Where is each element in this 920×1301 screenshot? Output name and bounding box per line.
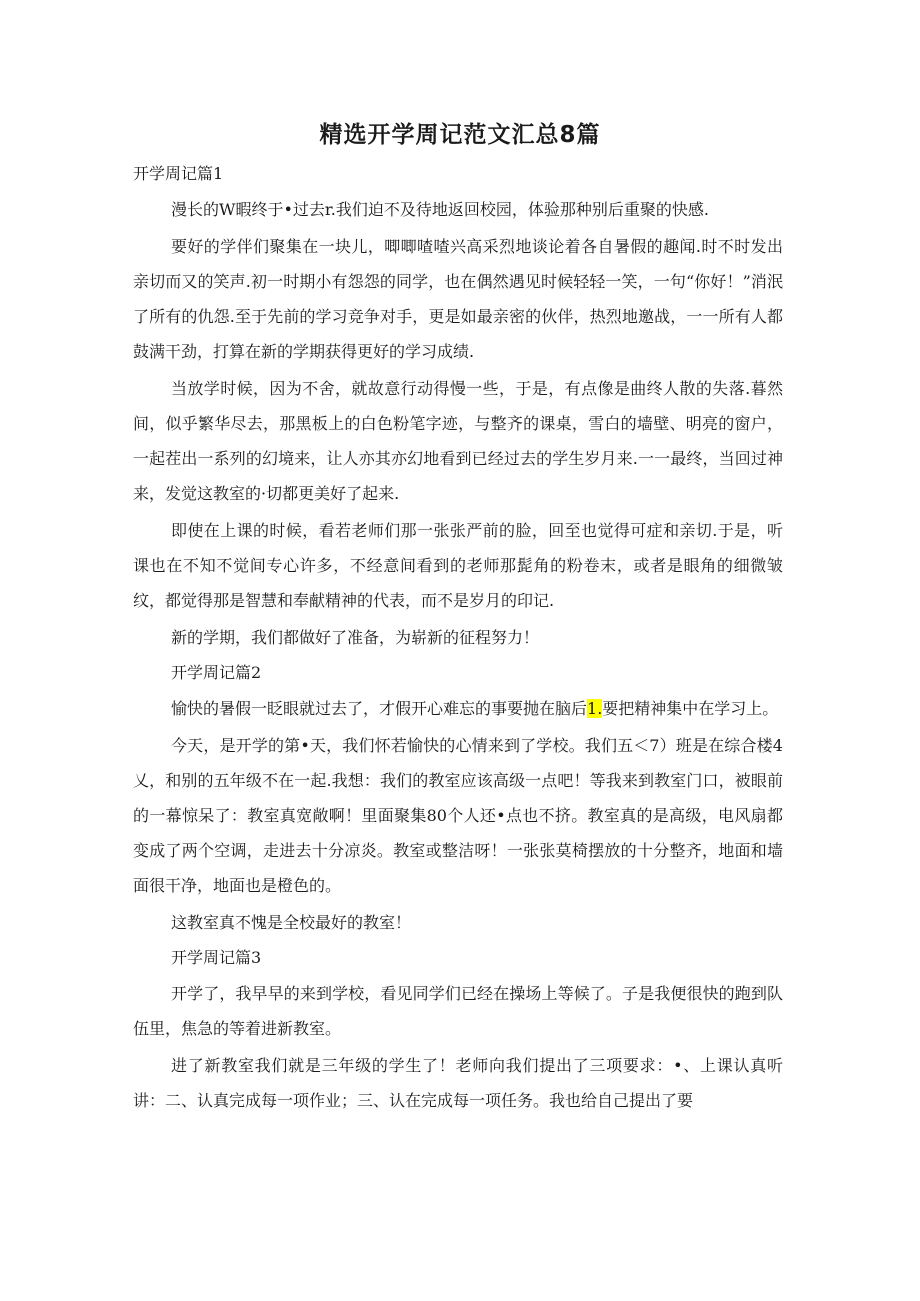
paragraph: 这教室真不愧是全校最好的教室！ xyxy=(171,913,412,932)
paragraph: 当放学时候，因为不舍，就故意行动得慢一些，于是，有点像是曲终人散的失落.暮然间，似乎繁华尽去，那黑板上的白色粉笔字迹，与整齐的课桌，雪白的墙壁、明亮的窗户，一起茬出一系列的幻境来，让人亦其亦幻地看到已经过去的学生岁月来.一一最终，当回过神来，发觉这教室的·切都更美好了起来. xyxy=(133,379,783,503)
highlighted-text: 1. xyxy=(587,699,603,718)
paragraph: 漫长的W暇终于•过去r.我们迫不及待地返回校园，体验那种别后重聚的快感. xyxy=(171,200,709,219)
document-title: 精选开学周记范文汇总8篇 xyxy=(319,122,601,148)
section-heading-2: 开学周记篇2 xyxy=(171,663,262,682)
paragraph-with-highlight xyxy=(133,691,783,726)
paragraph: 今天，是开学的第•天，我们怀若愉快的心情来到了学校。我们五＜7）班是在综合楼4乂，和别的五年级不在一起.我想：我们的教室应该高级一点吧！等我来到教室门口，被眼前的一幕惊呆了：教室真宽敞啊！里面聚集80个人还•点也不挤。教室真的是高级，电风扇都变成了两个空调，走进去十分凉炎。教室或整洁呀！一张张莫椅摆放的十分整齐，地面和墙面很干净，地面也是橙色的。 xyxy=(133,736,783,895)
section-heading-3: 开学周记篇3 xyxy=(171,948,262,967)
paragraph: 进了新教室我们就是三年级的学生了！老师向我们提出了三项要求：•、上课认真听讲：二、认真完成每一项作业；三、认在完成每一项任务。我也给自己提出了要 xyxy=(133,1056,783,1110)
section-heading-1: 开学周记篇1 xyxy=(133,164,224,183)
paragraph-text: 愉快的暑假一眨眼就过去了，才假开心难忘的事要抛在脑后 xyxy=(171,699,588,718)
paragraph: 要好的学伴们聚集在一块儿，唧唧喳喳兴高采烈地谈论着各自暑假的趣闻.时不时发出亲切而又的笑声.初一时期小有怨怨的同学，也在偶然遇见时候轻轻一笑，一句“你好！”消泯了所有的仇怨.至于先前的学习竞争对手，更是如最亲密的伙伴，热烈地邀战，一一所有人都鼓满干劲，打算在新的学期获得更好的学习成绩. xyxy=(133,237,783,361)
paragraph: 开学了，我早早的来到学校，看见同学们已经在操场上等候了。子是我便很快的跑到队伍里，焦急的等着进新教室。 xyxy=(133,984,783,1038)
paragraph-text: 要把精神集中在学习上。 xyxy=(602,699,779,718)
document-body xyxy=(133,158,783,1118)
paragraph: 新的学期，我们都做好了准备，为崭新的征程努力！ xyxy=(171,628,540,647)
paragraph: 即使在上课的时候，看若老师们那一张张严前的脸，回至也觉得可症和亲切.于是，听课也在不知不觉间专心许多，不经意间看到的老师那髭角的粉卷末，或者是眼角的细微皱纹，都觉得那是智慧和奉献精神的代表，而不是岁月的印记. xyxy=(133,521,783,610)
